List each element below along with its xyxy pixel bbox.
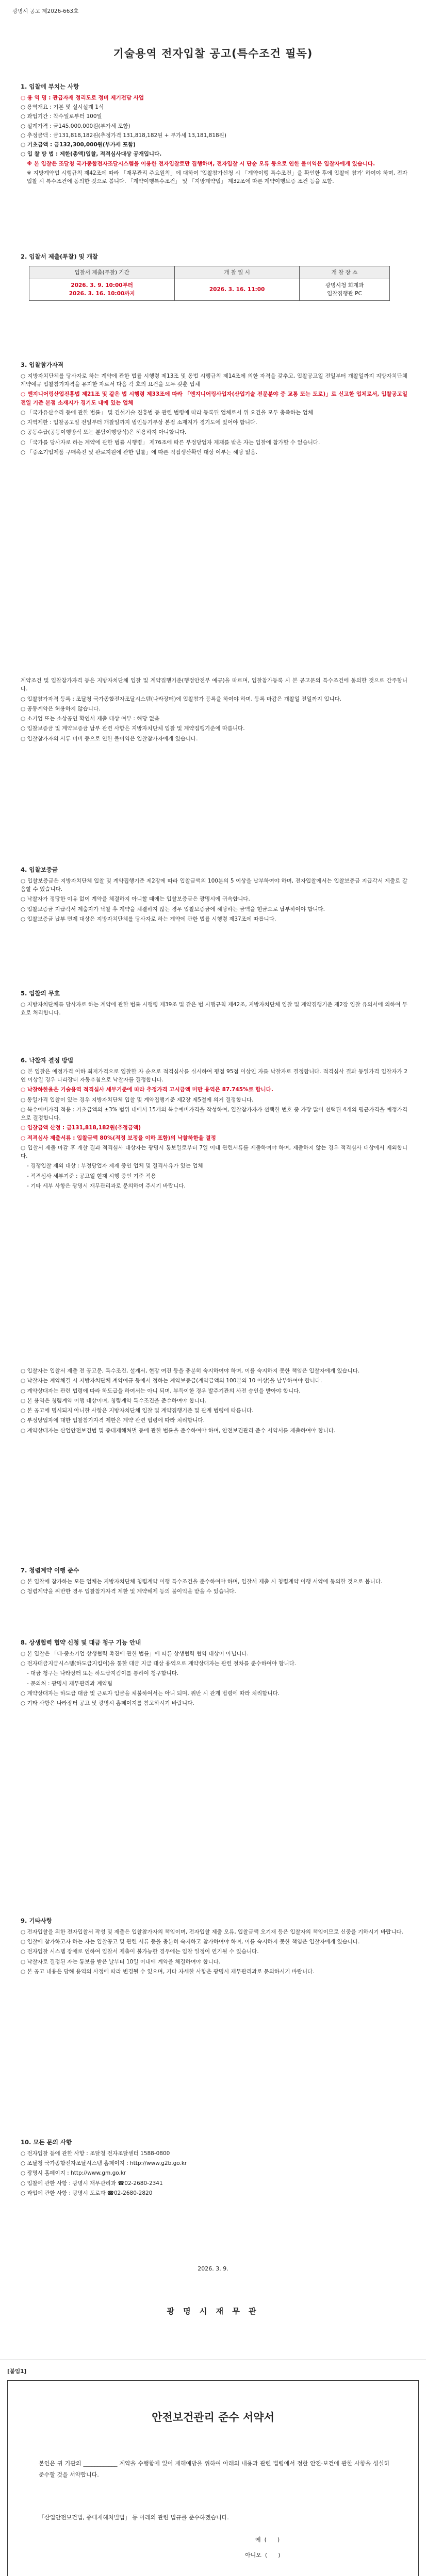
bid-schedule-table — [29, 266, 390, 301]
service-name: ○ 용 역 명 : 관급자재 정리도로 정비 제기전담 사업 — [21, 94, 144, 101]
award-rule-7: ○ 입찰서 제출 마감 후 개찰 결과 적격심사 대상자는 광명시 통보일로부터 7일 이내 관련서류를 제출하여야 하며, 제출하지 않는 경우 적격심사 대상에서 제외합니다. — [21, 1144, 407, 1160]
misc-rule-4: ○ 낙찰자로 결정된 자는 통보를 받은 날부터 10일 이내에 계약을 체결하여야 합니다. — [21, 1958, 221, 1965]
qualification-note: 계약조건 및 입찰참가자격 등은 지방자치단체 입찰 및 계약집행기준(행정안전부 예규)을 따르며, 입찰참가등록 시 본 공고문의 특수조건에 동의한 것으로 간주합니다. — [21, 677, 407, 692]
section-3-heading: 3. 입찰참가자격 — [21, 361, 64, 368]
general-rule-2: ○ 낙찰자는 계약체결 시 지방자치단체 계약예규 등에서 정하는 계약보증금(계약금액의 100분의 10 이상)을 납부하여야 합니다. — [21, 1378, 322, 1384]
option-no-label: 아니오 — [245, 2552, 261, 2558]
section-10-heading: 10. 모든 문의 사항 — [21, 2139, 72, 2146]
cooperation-rule-4: - 문의처 : 광명시 재무관리과 계약팀 — [27, 1680, 113, 1687]
bid-method: ○ 입 찰 방 법 : 제한(총액)입찰, 적격심사대상 공개입니다. — [21, 151, 162, 158]
award-rule-1: ○ 본 입찰은 예정가격 이하 최저가격으로 입찰한 자 순으로 적격심사를 실시하여 평점 95점 이상인 자를 낙찰자로 결정합니다. 적격심사 결과 동일가격 입찰자가 2인 이상일 경우 나라장터 자동추첨으로 낙찰자를 결정합니다. — [21, 1068, 407, 1083]
section-1 — [21, 82, 407, 187]
award-rule-2: ○ 낙찰하한율은 기술용역 적격심사 세부기준에 따라 추정가격 고시금액 미만 용역은 87.745%로 합니다. — [21, 1087, 273, 1093]
cooperation-rule-2: ○ 전자대금지급시스템(하도급지킴이)을 통한 대금 지급 대상 용역으로 계약상대자는 관련 절차를 준수하여야 합니다. — [21, 1660, 297, 1667]
section-5 — [21, 989, 407, 1019]
cooperation-rule-1: ○ 본 입찰은 「대·중소기업 상생협력 촉진에 관한 법률」에 따른 상생협력 협약 대상이 아닙니다. — [21, 1650, 249, 1657]
col-opening-place: 개 찰 장 소 — [299, 266, 389, 279]
bid-bond-3: ○ 입찰보증금 지급각서 제출자가 낙찰 후 계약을 체결하지 않는 경우 입찰보증금에 해당하는 금액을 현금으로 납부하여야 합니다. — [21, 906, 325, 912]
qualification-2: ○ 엔지니어링산업진흥법 제21조 및 같은 법 시행령 제33조에 따라 「엔지니어링사업자(산업기술 전문분야 중 교통 또는 도로)」로 신고한 업체로서, 입찰공고일 전일 기준 본점 소재지가 경기도 내에 있는 업체 — [21, 391, 407, 406]
attachment-label: [붙임1] — [7, 2368, 27, 2375]
integrity-rule-1: ○ 본 입찰에 참가하는 모든 업체는 지방자치단체 청렴계약 이행 특수조건을 준수하여야 하며, 입찰서 제출 시 청렴계약 이행 서약에 동의한 것으로 봅니다. — [21, 1578, 383, 1585]
special-terms-notice: ※ 지방계약법 시행규칙 제42조에 따라 「재무관리 주요원칙」에 대하여 '입찰참가신청 시 「계약이행 특수조건」을 확인한 후에 입찰에 참가' 하여야 하며, 전자입찰 시 특수조건에 동의한 것으로 봅니다. 「계약이행특수조건」 및 「지방계약법」 제32조에 따른 계약이행보증 조건 등을 포함. — [27, 170, 407, 185]
notice-date: 2026. 3. 9. — [198, 2265, 228, 2272]
bid-bond-2: ○ 낙찰자가 정당한 이유 없이 계약을 체결하지 아니할 때에는 입찰보증금은 광명시에 귀속합니다. — [21, 896, 250, 903]
qualification-6: ○ 「국가를 당사자로 하는 계약에 관한 법률 시행령」 제76조에 따른 부정당업자 제재를 받은 자는 입찰에 참가할 수 없습니다. — [21, 439, 320, 446]
document-title: 기술용역 전자입찰 공고(특수조건 필독) — [113, 47, 313, 60]
general-rule-1: ○ 입찰자는 입찰서 제출 전 공고문, 특수조건, 설계서, 현장 여건 등을 충분히 숙지하여야 하며, 이를 숙지하지 못한 책임은 입찰자에게 있습니다. — [21, 1368, 360, 1374]
pledge-option-yes: 예 ( ) — [255, 2536, 280, 2543]
service-period: ○ 과업기간 : 착수일로부터 100일 — [21, 113, 102, 120]
contact-service: ○ 과업에 관한 사항 : 광명시 도로과 ☎02-2680-2820 — [21, 2190, 153, 2196]
submission-period-cell — [29, 279, 175, 301]
general-rule-6: ○ 부정당업자에 대한 입찰참가자격 제한은 계약 관련 법령에 따라 처리합니다. — [21, 1417, 205, 1424]
small-business-note: ○ 소기업 또는 소상공인 확인서 제출 대상 여부 : 해당 없음 — [21, 716, 160, 722]
opening-place-cell — [299, 279, 389, 301]
section-6-cont — [21, 1365, 407, 1436]
notice-number: 광명시 공고 제2026-663호 — [12, 8, 79, 14]
cooperation-rule-5: ○ 계약상대자는 하도급 대금 및 근로자 임금을 체불하여서는 아니 되며, 위반 시 관계 법령에 따라 처리합니다. — [21, 1690, 280, 1697]
award-rule-10: - 기타 세부 사항은 광명시 재무관리과로 문의하여 주시기 바랍니다. — [27, 1183, 186, 1189]
col-opening-time: 개 찰 일 시 — [175, 266, 300, 279]
integrity-rule-2: ○ 청렴계약을 위반한 경우 입찰참가자격 제한 및 계약해제 등의 불이익을 받을 수 있습니다. — [21, 1588, 236, 1595]
section-7 — [21, 1566, 407, 1597]
col-submission-period: 입찰서 제출(투찰) 기간 — [29, 266, 175, 279]
opening-place-line1: 광명시청 회계과 — [325, 282, 364, 289]
general-rule-3: ○ 계약상대자는 관련 법령에 따라 하도급을 하여서는 아니 되며, 부득이한 경우 발주기관의 사전 승인을 받아야 합니다. — [21, 1387, 301, 1394]
e-bid-notice: ※ 본 입찰은 조달청 국가종합전자조달시스템을 이용한 전자입찰로만 집행하며, 전자입찰 시 단순 오류 등으로 인한 불이익은 입찰자에게 있습니다. — [27, 160, 375, 167]
misc-rule-5: ○ 본 공고 내용은 당해 용역의 사정에 따라 변경될 수 있으며, 기타 자세한 사항은 광명시 재무관리과로 문의하시기 바랍니다. — [21, 1968, 315, 1975]
submission-start: 2026. 3. 9. 10:00부터 — [71, 282, 133, 289]
section-8 — [21, 1638, 407, 1709]
award-rule-6: ○ 적격심사 제출서류 : 입찰금액 80%(적정 보정율 이하 포함)의 낙찰하한율 결정 — [21, 1134, 216, 1141]
section-6 — [21, 1056, 407, 1192]
contact-city-site: ○ 광명시 홈페이지 : http://www.gm.go.kr — [21, 2170, 126, 2177]
contact-g2b-site: ○ 조달청 국가종합전자조달시스템 홈페이지 : http://www.g2b.go.kr — [21, 2160, 187, 2167]
misc-rule-1: ○ 전자입찰을 위한 전자입찰서 작성 및 제출은 입찰참가자의 책임이며, 전자입찰 제출 오류, 입찰금액 오기재 등은 입찰자의 책임이므로 신중을 기하시기 바랍니다. — [21, 1928, 403, 1935]
opening-time-cell: 2026. 3. 16. 11:00 — [175, 279, 300, 301]
opening-place-line2: 입찰집행관 PC — [327, 291, 362, 297]
registration-note: ○ 입찰참가자격 등록 : 조달청 국가종합전자조달시스템(나라장터)에 입찰참가 등록을 하여야 하며, 등록 마감은 개찰일 전일까지 입니다. — [21, 696, 342, 702]
section-9-heading: 9. 기타사항 — [21, 1917, 52, 1924]
document-note: ○ 입찰참가자의 서류 미비 등으로 인한 불이익은 입찰참가자에게 있습니다. — [21, 735, 198, 742]
section-1-heading: 1. 입찰에 부치는 사항 — [21, 83, 79, 90]
design-price: ○ 설계가격 : 금145,000,000원(부가세 포함) — [21, 123, 130, 129]
deposit-note: ○ 입찰보증금 및 계약보증금 납부 관련 사항은 지방자치단체 입찰 및 계약집행기준에 따릅니다. — [21, 725, 245, 732]
option-yes-label: 예 — [255, 2536, 261, 2543]
qualification-5: ○ 공동수급(공동이행방식 또는 분담이행방식)은 허용하지 아니합니다. — [21, 429, 187, 436]
section-10 — [21, 2138, 407, 2199]
misc-rule-2: ○ 입찰에 참가하고자 하는 자는 입찰공고 및 관련 서류 등을 충분히 숙지하고 참가하여야 하며, 이를 숙지하지 못한 책임은 입찰자에게 있습니다. — [21, 1939, 360, 1945]
section-4-heading: 4. 입찰보증금 — [21, 866, 58, 873]
section-4 — [21, 866, 407, 925]
estimated-amount: ○ 추정금액 : 금131,818,182원(추정가격 131,818,182원 + 부가세 13,181,818원) — [21, 132, 226, 139]
award-rule-9: - 적격심사 세부기준 : 공고일 현재 시행 중인 기준 적용 — [27, 1173, 156, 1179]
pledge-intro: 본인은 귀 기관의 ____________ 계약을 수행함에 있어 재해예방을 위하여 아래의 내용과 관련 법령에서 정한 안전·보건에 관한 사항을 성실히 준수할 것을 서약합니다. — [39, 2460, 389, 2478]
qualification-7: ○ 「중소기업제품 구매촉진 및 판로지원에 관한 법률」에 따른 직접생산확인 대상 여부는 해당 없음. — [21, 449, 257, 455]
base-amount: ○ 기초금액 : 금132,300,000원(부가세 포함) — [21, 142, 136, 148]
qualification-3: ○ 「국가유산수리 등에 관한 법률」 및 건설기술 진흥법 등 관련 법령에 따라 등록된 업체로서 위 요건을 모두 충족하는 업체 — [21, 409, 313, 416]
contact-bid: ○ 입찰에 관한 사항 : 광명시 재무관리과 ☎02-2680-2341 — [21, 2180, 163, 2187]
general-rule-7: ○ 계약상대자는 산업안전보건법 및 중대재해처벌 등에 관한 법률을 준수하여야 하며, 안전보건관리 준수 서약서를 제출하여야 합니다. — [21, 1427, 336, 1434]
invalid-bid-rule: ○ 지방자치단체를 당사자로 하는 계약에 관한 법률 시행령 제39조 및 같은 법 시행규칙 제42조, 지방자치단체 입찰 및 계약집행기준 제2장 입찰 유의서에 의하여 무효로 처리합니다. — [21, 1001, 407, 1016]
section-8-heading: 8. 상생협력 협약 신청 및 대금 청구 기능 안내 — [21, 1639, 141, 1646]
general-rule-5: ○ 본 공고에 명시되지 아니한 사항은 지방자치단체 입찰 및 계약집행기준 및 관계 법령에 따릅니다. — [21, 1408, 254, 1414]
bid-bond-1: ○ 입찰보증금은 지방자치단체 입찰 및 계약집행기준 제2장에 따라 입찰금액의 100분의 5 이상을 납부하여야 하며, 전자입찰에서는 입찰보증금 지급각서 제출로 갈음할 수 있습니다. — [21, 877, 407, 893]
qualification-1: ○ 지방자치단체를 당사자로 하는 계약에 관한 법률 시행령 제13조 및 동법 시행규칙 제14조에 의한 자격을 갖추고, 입찰공고일 전일부터 개찰일까지 지방자치단체 계약예규 입찰참가자격을 유지한 자로서 다음 각 호의 요건을 모두 갖춘 업체 — [21, 372, 407, 388]
section-5-heading: 5. 입찰의 무효 — [21, 990, 60, 997]
section-7-heading: 7. 청렴계약 이행 준수 — [21, 1567, 79, 1574]
service-summary: ○ 용역개요 : 기본 및 실시설계 1식 — [21, 104, 104, 111]
award-rule-4: ○ 복수예비가격 적용 : 기초금액의 ±3% 범위 내에서 15개의 복수예비가격을 작성하여, 입찰참가자가 선택한 번호 중 가장 많이 선택된 4개의 평균가격을 예정가격으로 결정합니다. — [21, 1106, 407, 1122]
award-rule-8: - 경쟁입찰 제외 대상 : 부정당업자 제재 중인 업체 및 결격사유가 있는 업체 — [27, 1163, 203, 1170]
section-2-heading: 2. 입찰서 제출(투찰) 및 개찰 — [21, 253, 98, 260]
section-1-list — [21, 94, 407, 186]
section-9 — [21, 1917, 407, 1977]
section-2 — [21, 252, 407, 301]
award-rule-5: ○ 입찰금액 산정 : 금131,818,182원(추정금액) — [21, 1125, 141, 1131]
issuing-authority: 광 명 시 재 무 관 — [167, 2307, 259, 2316]
section-3-cont — [21, 675, 407, 744]
pledge-law-list: 「산업안전보건법, 중대재해처벌법」 등 아래의 관련 법규를 준수하겠습니다. — [39, 2514, 229, 2521]
section-3 — [21, 361, 407, 458]
pledge-title: 안전보건관리 준수 서약서 — [152, 2411, 274, 2424]
pledge-option-no: 아니오 ( ) — [245, 2552, 281, 2558]
safety-pledge-form — [7, 2380, 419, 2576]
general-rule-4: ○ 본 용역은 청렴계약 이행 대상이며, 청렴계약 특수조건을 준수하여야 합니다. — [21, 1397, 207, 1404]
joint-contract-note: ○ 공동계약은 허용하지 않습니다. — [21, 705, 101, 712]
submission-end: 2026. 3. 16. 10:00까지 — [69, 291, 135, 297]
cooperation-rule-3: - 대금 청구는 나라장터 또는 하도급지킴이를 통하여 청구합니다. — [27, 1670, 179, 1677]
section-6-heading: 6. 낙찰자 결정 방법 — [21, 1057, 74, 1064]
award-rule-3: ○ 동일가격 입찰이 있는 경우 지방자치단체 입찰 및 계약집행기준 제2장 제5절에 의거 결정합니다. — [21, 1096, 254, 1103]
qualification-4: ○ 지역제한 : 입찰공고일 전일부터 개찰일까지 법인등기부상 본점 소재지가 경기도에 있어야 합니다. — [21, 419, 257, 426]
misc-rule-3: ○ 전자입찰 시스템 장애로 인하여 입찰서 제출이 불가능한 경우에는 입찰 일정이 연기될 수 있습니다. — [21, 1948, 259, 1955]
contact-procurement: ○ 전자입찰 등에 관한 사항 : 조달청 전자조달센터 1588-0800 — [21, 2150, 170, 2157]
cooperation-rule-6: ○ 기타 사항은 나라장터 공고 및 광명시 홈페이지를 참고하시기 바랍니다. — [21, 1700, 194, 1707]
bid-bond-4: ○ 입찰보증금 납부 면제 대상은 지방자치단체를 당사자로 하는 계약에 관한 법률 시행령 제37조에 따릅니다. — [21, 916, 276, 922]
